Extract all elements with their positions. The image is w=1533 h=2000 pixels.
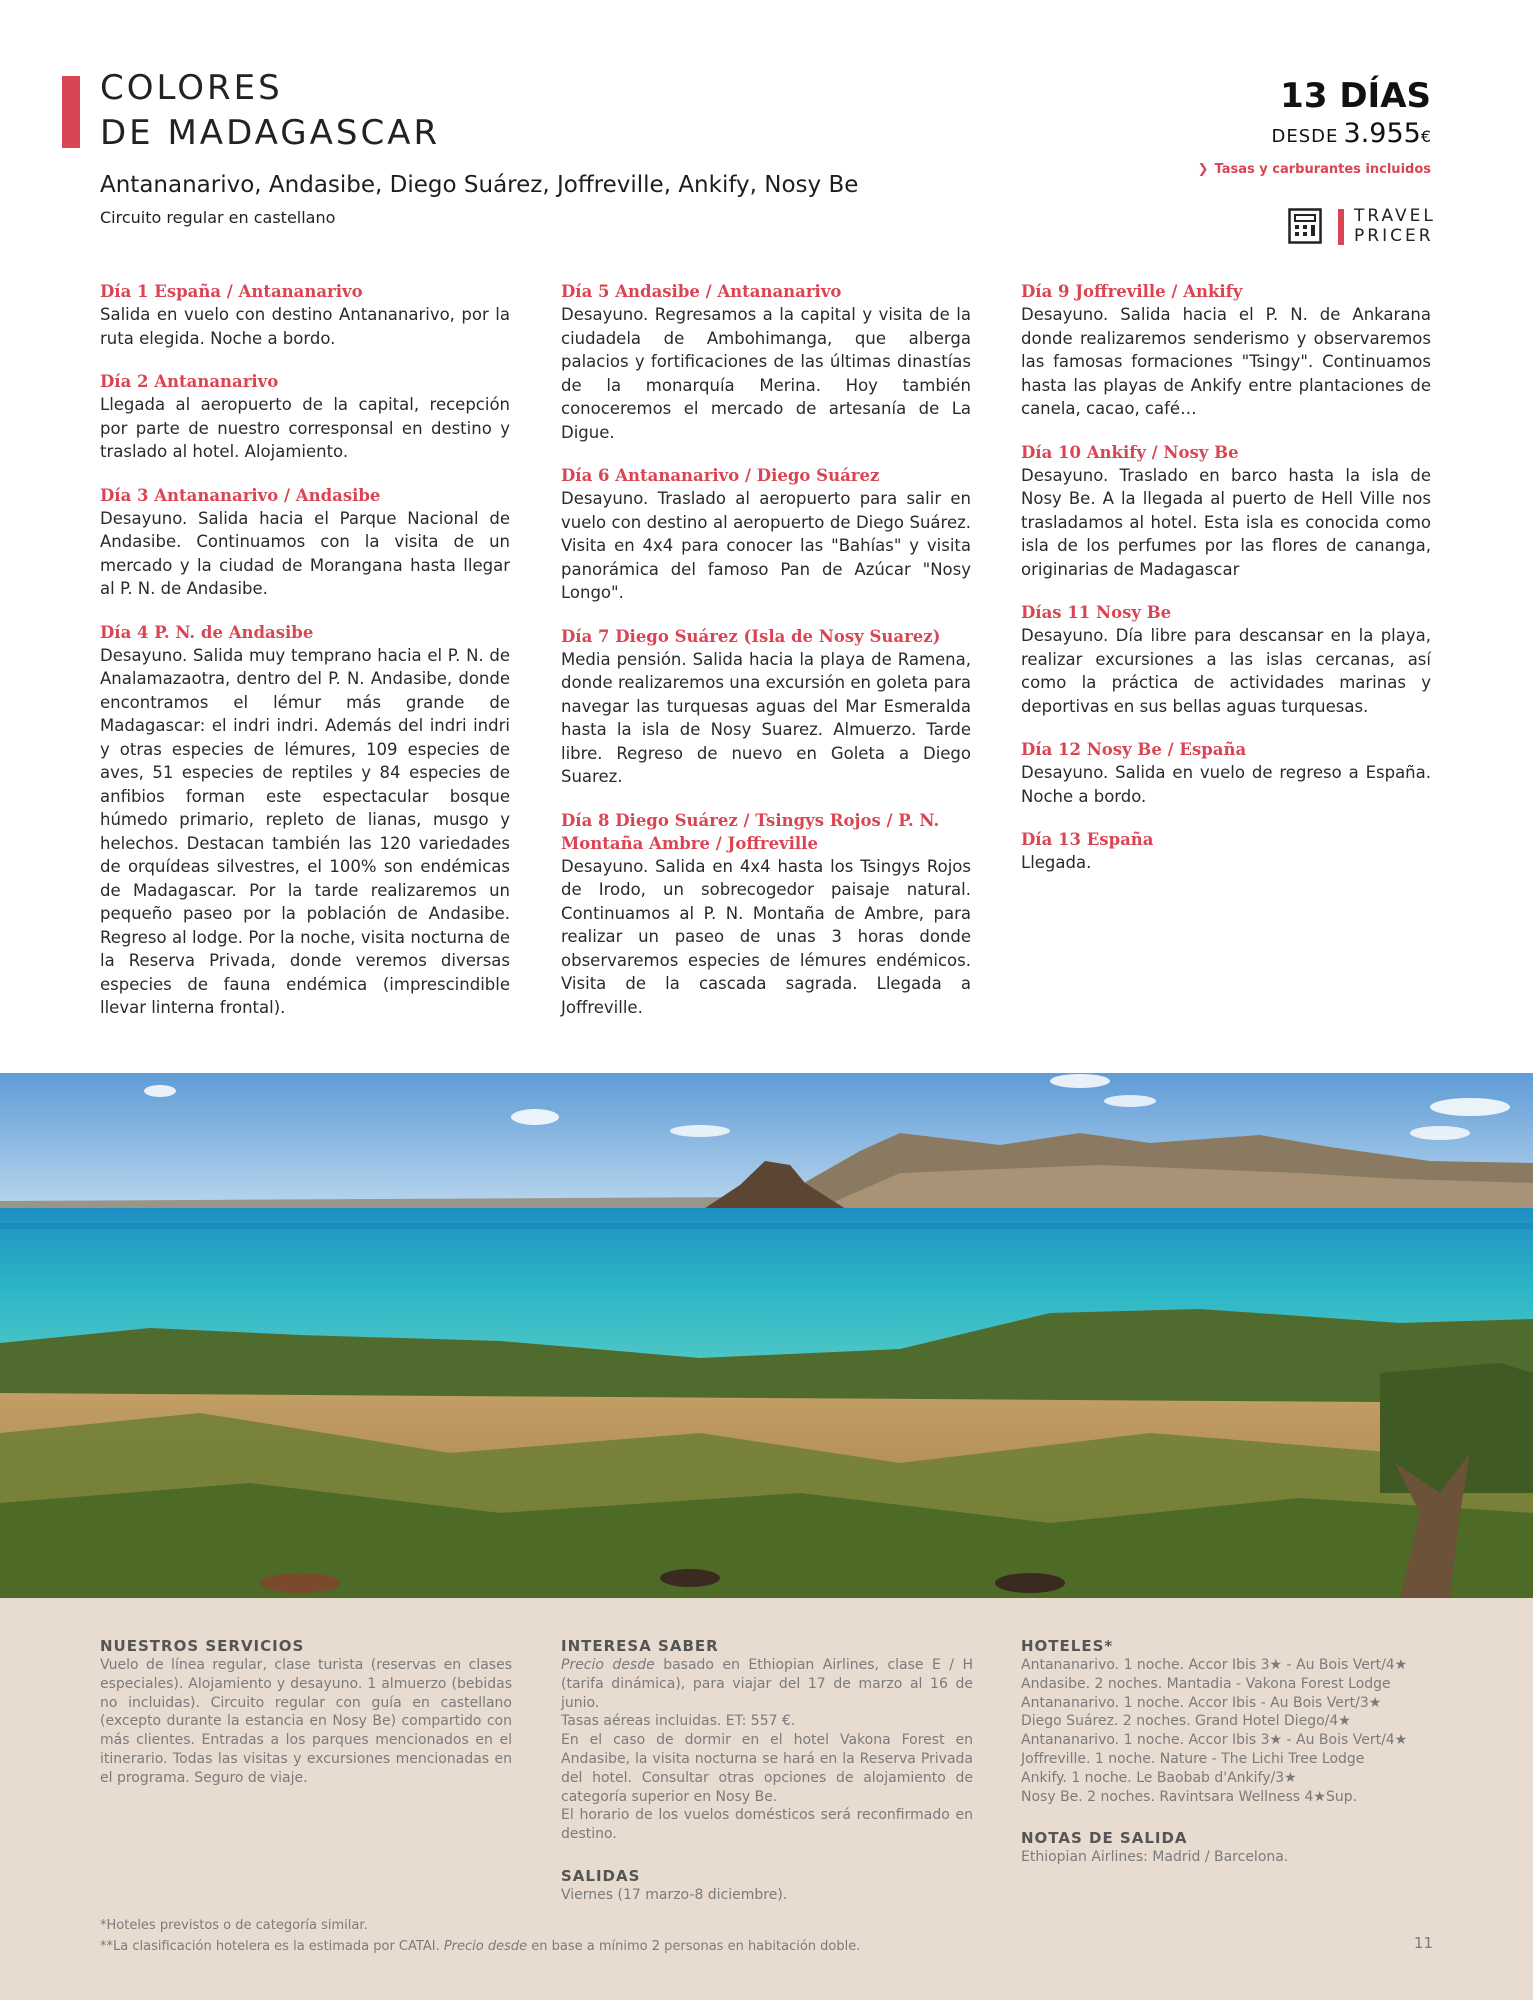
page-number: 11	[1413, 1934, 1433, 1952]
itinerary-day	[561, 809, 971, 1020]
price-block	[1272, 118, 1431, 149]
itinerary-day	[100, 484, 510, 601]
day-title: Día 2 Antananarivo	[100, 372, 279, 391]
day-title: Día 3 Antananarivo / Andasibe	[100, 485, 381, 505]
hotel-line: Diego Suárez. 2 noches. Grand Hotel Diego/4★	[1021, 1713, 1351, 1730]
circuit-type: Circuito regular en castellano	[100, 208, 336, 227]
day-text: Llegada al aeropuerto de la capital, recepción por parte de nuestro corresponsal en destino y traslado al hotel. Alojamiento.	[100, 395, 510, 461]
departures-heading: SALIDAS	[561, 1866, 641, 1885]
day-text: Desayuno. Día libre para descansar en la playa, realizar excursiones a las islas cercanas, así como la práctica de actividades marinas y deportivas en sus bellas aguas turquesas.	[1021, 626, 1431, 716]
price-label: DESDE	[1271, 126, 1339, 147]
info-heading: INTERESA SABER	[561, 1637, 719, 1655]
hotel-line: Ankify. 1 noche. Le Baobab d'Ankify/3★	[1021, 1769, 1297, 1786]
itinerary-day	[1021, 280, 1431, 421]
services-heading: NUESTROS SERVICIOS	[100, 1637, 305, 1655]
itinerary-column-2	[561, 280, 971, 1039]
info-hotel-text: En el caso de dormir en el hotel Vakona Forest en Andasibe, la visita nocturna se hará en la Reserva Privada del hotel. Consultar otras opciones de alojamiento de categoría superior en Nosy Be.	[561, 1732, 973, 1805]
departures-text: Viernes (17 marzo-8 diciembre).	[561, 1886, 788, 1903]
itinerary-day	[561, 280, 971, 444]
calculator-icon	[1288, 208, 1322, 244]
footnote-classification: **La clasificación hotelera es la estimada por CATAI. Precio desde en base a mínimo 2 personas en habitación doble.	[100, 1939, 861, 1954]
day-title: Día 4 P. N. de Andasibe	[100, 622, 314, 642]
day-title: Día 10 Ankify / Nosy Be	[1021, 442, 1239, 462]
info-section	[561, 1636, 973, 1905]
itinerary-day	[100, 621, 510, 1020]
services-section	[100, 1636, 512, 1788]
itinerary-day	[561, 625, 971, 789]
hotel-line: Andasibe. 2 noches. Mantadia - Vakona Forest Lodge	[1021, 1675, 1391, 1692]
route-subtitle: Antananarivo, Andasibe, Diego Suárez, Joffreville, Ankify, Nosy Be	[100, 172, 859, 198]
footnote-hotels: *Hoteles previstos o de categoría similar.	[100, 1918, 368, 1933]
day-title: Día 5 Andasibe / Antananarivo	[561, 282, 842, 301]
day-title: Día 7 Diego Suárez (Isla de Nosy Suarez)	[561, 626, 941, 646]
itinerary-column-3	[1021, 280, 1431, 895]
hotel-line: Antananarivo. 1 noche. Accor Ibis - Au Bois Vert/3★	[1021, 1694, 1382, 1711]
itinerary-day	[100, 280, 510, 350]
day-text: Salida en vuelo con destino Antananarivo, por la ruta elegida. Noche a bordo.	[100, 305, 510, 348]
itinerary-day	[1021, 828, 1431, 875]
itinerary-column-1	[100, 280, 510, 1040]
travel-pricer-accent-bar	[1338, 209, 1344, 245]
day-text: Desayuno. Traslado al aeropuerto para salir en vuelo con destino al aeropuerto de Diego Suárez. Visita en 4x4 para conocer las "Bahías" y visita panorámica del famoso Pan de Azúcar "Nosy Longo".	[561, 489, 971, 602]
title-accent-bar	[62, 76, 80, 148]
day-title: Día 9 Joffreville / Ankify	[1021, 282, 1243, 301]
itinerary-day	[1021, 738, 1431, 808]
page-title	[100, 66, 440, 156]
hotel-line: Joffreville. 1 noche. Nature - The Lichi Tree Lodge	[1021, 1750, 1365, 1767]
day-text: Desayuno. Salida en 4x4 hasta los Tsingys Rojos de Irodo, un sobrecogedor paisaje natural. Continuamos al P. N. Montaña de Ambre, para realizar un paseo de unas 3 horas donde observaremos especies de lémures endémicos. Visita de la cascada sagrada. Llegada a Joffreville.	[561, 856, 971, 1017]
title-line-1: COLORES	[100, 68, 283, 108]
itinerary-day	[561, 464, 971, 605]
day-title: Días 11 Nosy Be	[1021, 603, 1172, 622]
price-currency: €	[1420, 127, 1431, 146]
day-text: Desayuno. Salida muy temprano hacia el P. N. de Analamazaotra, dentro del P. N. Andasibe, donde encontramos el lémur más grande de Madagascar: el indri indri. Además del indri indri y otras especies de lémures, 109 especies de aves, 51 especies de reptiles y 84 especies de anfibios forman este espectacular bosque húmedo primario, repleto de lianas, musgo y helechos. Destacan también las 120 variedades de orquídeas silvestres, el 100% son endémicas de Madagascar. Por la tarde realizaremos un pequeño paseo por la población de Andasibe. Regreso al lodge. Por la noche, visita nocturna de la Reserva Privada, donde veremos diversas especies de fauna endémica (imprescindible llevar linterna frontal).	[100, 645, 510, 1017]
day-text: Desayuno. Salida en vuelo de regreso a España. Noche a bordo.	[1021, 763, 1431, 806]
itinerary-day	[100, 370, 510, 464]
day-title: Día 8 Diego Suárez / Tsingys Rojos / P. N. Montaña Ambre / Joffreville	[561, 810, 940, 853]
departure-notes-text: Ethiopian Airlines: Madrid / Barcelona.	[1021, 1849, 1289, 1866]
price-value: 3.955	[1343, 118, 1421, 149]
itinerary-day	[1021, 601, 1431, 718]
hotel-line: Antananarivo. 1 noche. Accor Ibis 3★ - Au Bois Vert/4★	[1021, 1657, 1408, 1673]
day-text: Desayuno. Traslado en barco hasta la isla de Nosy Be. A la llegada al puerto de Hell Ville nos trasladamos al hotel. Esta isla es conocida como isla de los perfumes por las flores de cananga, originarias de Madagascar	[1021, 465, 1431, 579]
trip-duration: 13 DÍAS	[1280, 76, 1431, 116]
day-text: Desayuno. Salida hacia el P. N. de Ankarana donde realizaremos senderismo y observaremos las famosas formaciones "Tsingy". Continuamos hasta las playas de Ankify entre plantaciones de canela, cacao, café…	[1021, 305, 1431, 418]
info-price-text: Precio desde basado en Ethiopian Airlines, clase E / H (tarifa dinámica), para viajar del 17 de marzo al 16 de junio.	[561, 1657, 973, 1711]
chevron-right-icon: ❯	[1197, 162, 1209, 177]
day-text: Desayuno. Regresamos a la capital y visita de la ciudadela de Ambohimanga, que alberga palacios y fortificaciones de las últimas dinastías de la monarquía Merina. Hoy también conoceremos el mercado de artesanía de La Digue.	[561, 305, 971, 442]
day-text: Desayuno. Salida hacia el Parque Nacional de Andasibe. Continuamos con la visita de un mercado y la ciudad de Morangana hasta llegar al P. N. de Andasibe.	[100, 508, 510, 598]
travel-pricer-logo: TRAVEL PRICER	[1354, 206, 1436, 246]
hotel-line: Antananarivo. 1 noche. Accor Ibis 3★ - Au Bois Vert/4★	[1021, 1732, 1408, 1749]
hotels-section	[1021, 1636, 1433, 1867]
day-title: Día 13 España	[1021, 830, 1154, 849]
info-flights-text: El horario de los vuelos domésticos será reconfirmado en destino.	[561, 1807, 973, 1843]
day-text: Llegada.	[1021, 853, 1092, 872]
day-title: Día 12 Nosy Be / España	[1021, 740, 1247, 759]
services-text: Vuelo de línea regular, clase turista (reservas en clases especiales). Alojamiento y desayuno. 1 almuerzo (bebidas no incluidas). Circuito regular con guía en castellano (excepto durante la estancia en Nosy Be) compartido con más clientes. Entradas a los parques mencionados en el itinerario. Todas las visitas y excursiones mencionadas en el programa. Seguro de viaje.	[100, 1657, 512, 1786]
day-text: Media pensión. Salida hacia la playa de Ramena, donde realizaremos una excursión en goleta para navegar las turquesas aguas del Mar Esmeralda hasta la isla de Nosy Suarez. Almuerzo. Tarde libre. Regreso de nuevo en Goleta a Diego Suarez.	[561, 649, 971, 786]
info-taxes-text: Tasas aéreas incluidas. ET: 557 €.	[561, 1713, 796, 1730]
taxes-note	[1198, 162, 1431, 177]
hotel-line: Nosy Be. 2 noches. Ravintsara Wellness 4★Sup.	[1021, 1788, 1358, 1805]
taxes-note-text: Tasas y carburantes incluidos	[1214, 162, 1431, 177]
title-line-2: DE MADAGASCAR	[100, 113, 441, 153]
itinerary-day	[1021, 441, 1431, 582]
departure-notes-heading: NOTAS DE SALIDA	[1021, 1829, 1188, 1848]
hotels-heading: HOTELES*	[1021, 1637, 1114, 1655]
day-title: Día 6 Antananarivo / Diego Suárez	[561, 466, 880, 485]
day-title: Día 1 España / Antananarivo	[100, 282, 363, 301]
landscape-photo	[0, 1073, 1533, 1598]
